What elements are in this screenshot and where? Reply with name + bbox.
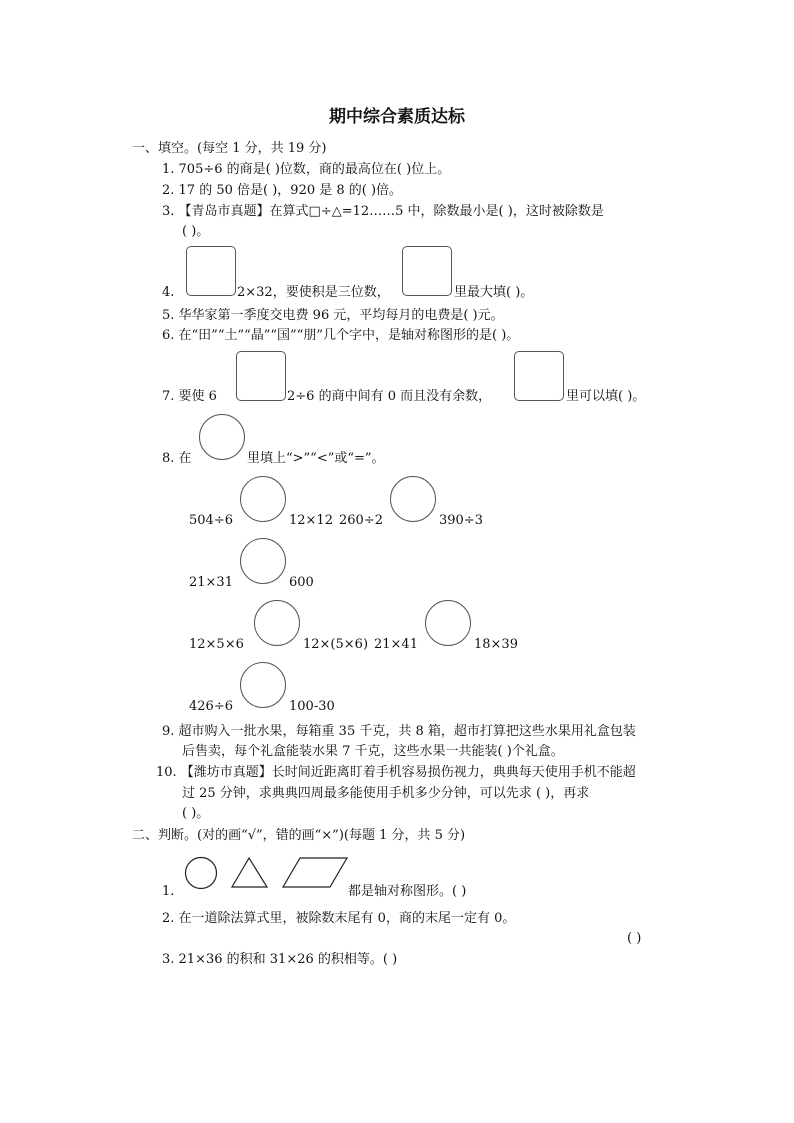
expression: 504÷6: [189, 513, 233, 528]
question-4-text: 2×32，要使积是三位数，: [237, 285, 390, 300]
circle-shape: [186, 858, 217, 889]
expression: 390÷3: [439, 513, 483, 528]
question-10-line-1: 10. 【潍坊市真题】长时间近距离盯着手机容易损伤视力，典典每天使用手机不能超: [156, 765, 636, 780]
question-4-end: 里最大填( )。: [454, 285, 534, 300]
compare-circle: [240, 476, 286, 522]
question-3-line-2: ( )。: [182, 224, 210, 239]
question-10-line-2: 过 25 分钟，求典典四周最多能使用手机多少分钟，可以先求 ( )，再求: [182, 786, 590, 801]
question-8-start: 8. 在: [162, 451, 192, 466]
expression: 426÷6: [189, 699, 233, 714]
answer-box: [514, 351, 564, 401]
expression: 21×41: [374, 637, 418, 652]
compare-circle: [199, 414, 245, 460]
question-1: 1. 705÷6 的商是( )位数，商的最高位在( )位上。: [162, 162, 451, 177]
question-7-end: 里可以填( )。: [566, 389, 646, 404]
triangle-shape: [232, 858, 267, 887]
question-8-end: 里填上“>”“<”或“=”。: [247, 451, 385, 466]
question-4-number: 4.: [162, 285, 175, 300]
expression: 12×5×6: [189, 637, 244, 652]
expression: 21×31: [189, 575, 233, 590]
judge-2-answer: ( ): [627, 931, 642, 946]
compare-circle: [240, 662, 286, 708]
expression: 12×(5×6): [303, 637, 369, 652]
answer-box: [236, 351, 286, 401]
expression: 100-30: [289, 699, 335, 714]
question-5: 5. 华华家第一季度交电费 96 元，平均每月的电费是( )元。: [162, 308, 504, 323]
question-2: 2. 17 的 50 倍是( )，920 是 8 的( )倍。: [162, 183, 403, 198]
parallelogram-shape: [283, 858, 347, 887]
shapes-figure: [183, 855, 351, 891]
expression: 600: [289, 575, 314, 590]
page-title: 期中综合素质达标: [329, 107, 465, 127]
compare-circle: [390, 476, 436, 522]
judge-2: 2. 在一道除法算式里，被除数末尾有 0，商的末尾一定有 0。: [162, 911, 516, 926]
compare-circle: [425, 600, 471, 646]
expression: 18×39: [474, 637, 518, 652]
expression: 260÷2: [339, 513, 383, 528]
question-10-line-3: ( )。: [182, 806, 210, 821]
compare-circle: [240, 538, 286, 584]
question-6: 6. 在“田”“土”“晶”“国”“朋”几个字中，是轴对称图形的是( )。: [162, 328, 520, 343]
question-7-start: 7. 要使 6: [162, 389, 217, 404]
answer-box: [402, 246, 452, 296]
question-9-line-2: 后售卖，每个礼盒能装水果 7 千克，这些水果一共能装( )个礼盒。: [182, 744, 564, 759]
judge-1-number: 1.: [162, 884, 175, 899]
judge-1-text: 都是轴对称图形。( ): [348, 884, 467, 899]
question-7-text: 2÷6 的商中间有 0 而且没有余数，: [287, 389, 492, 404]
question-9-line-1: 9. 超市购入一批水果，每箱重 35 千克，共 8 箱，超市打算把这些水果用礼盒包装: [162, 724, 636, 739]
expression: 12×12: [289, 513, 333, 528]
section-one-heading: 一、填空。(每空 1 分，共 19 分): [132, 141, 327, 156]
answer-box: [186, 246, 236, 296]
question-3-line-1: 3. 【青岛市真题】在算式□÷△=12……5 中，除数最小是( )，这时被除数是: [162, 204, 604, 219]
judge-3: 3. 21×36 的积和 31×26 的积相等。( ): [162, 952, 398, 967]
compare-circle: [254, 600, 300, 646]
section-two-heading: 二、判断。(对的画“√”，错的画“×”)(每题 1 分，共 5 分): [132, 828, 466, 843]
